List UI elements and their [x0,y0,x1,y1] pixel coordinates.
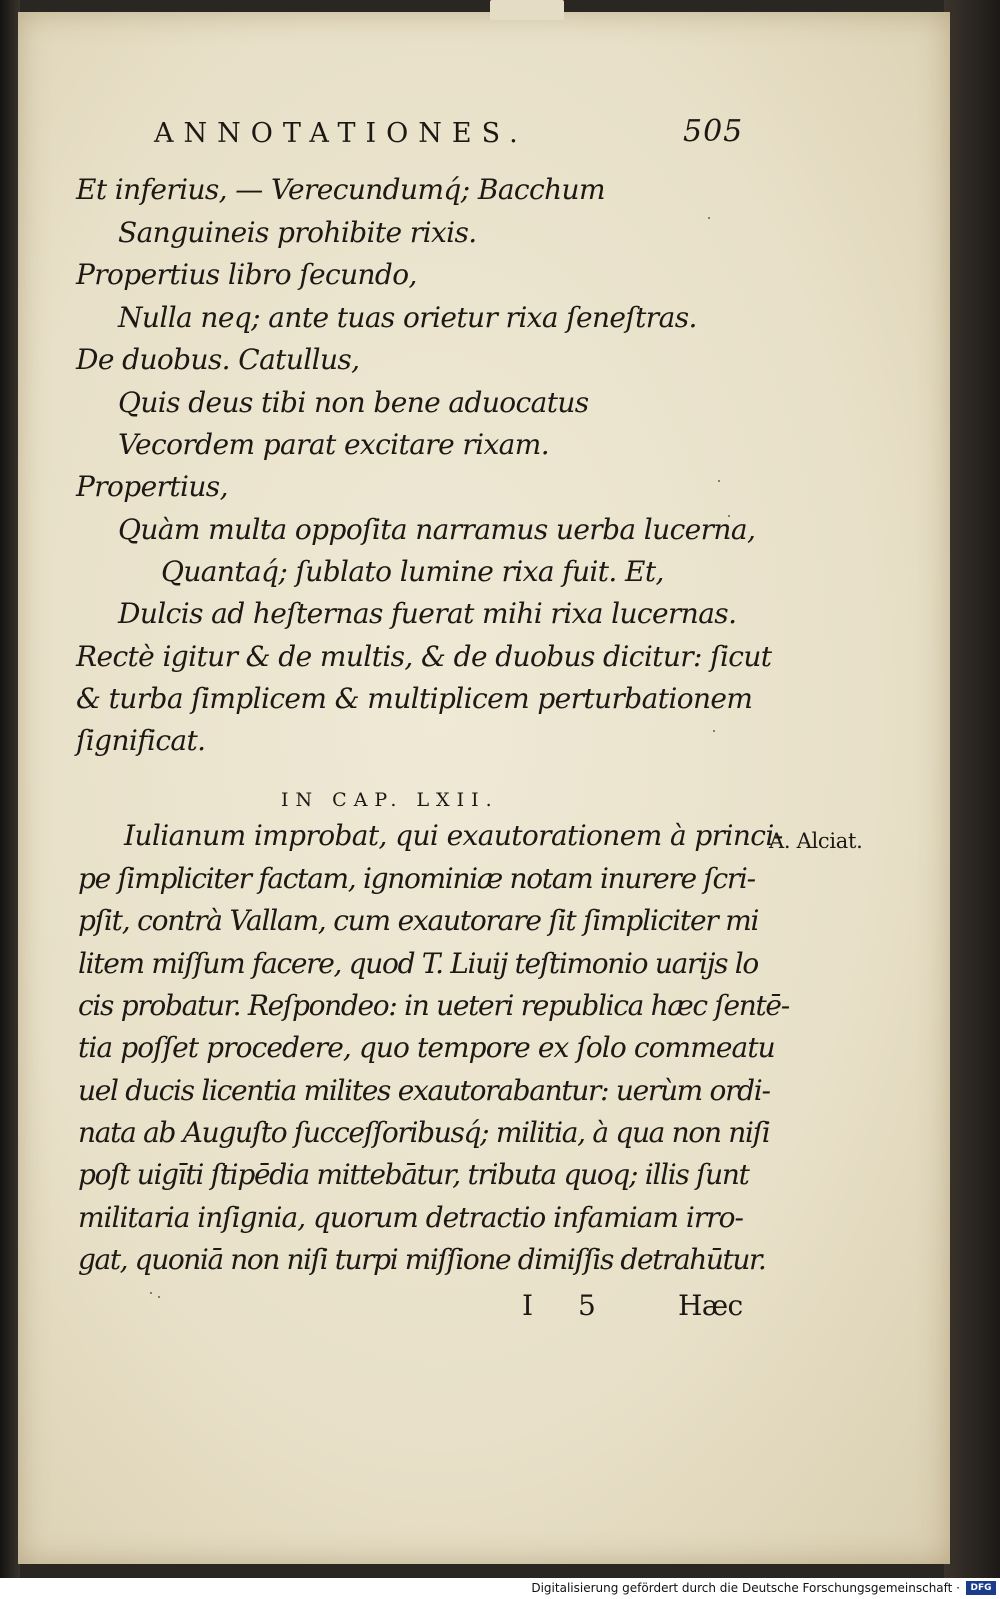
paragraph-line: pe ſimpliciter factam, ignominiæ notam inurere ſcri- [78,862,755,895]
text-line: Dulcis ad heſternas fuerat mihi rixa lucernas. [118,597,737,630]
paragraph-line: uel ducis licentia milites exautorabantur: uerùm ordi- [78,1074,770,1107]
paragraph-line: pſit, contrà Vallam, cum exautorare ſit ſimpliciter mi [78,904,759,937]
page-number: 505 [683,114,744,149]
paragraph-line: militaria inſignia, quorum detractio infamiam irro- [78,1201,743,1234]
section-heading: IN CAP. LXII. [281,789,499,811]
text-line: Et inferius, — Verecundumq́; Bacchum [76,173,605,206]
paragraph-line: poſt uigīti ſtipēdia mittebātur, tributa quoq; illis ſunt [78,1158,749,1191]
footer-credit: Digitalisierung gefördert durch die Deutsche Forschungsgemeinschaft · [531,1581,960,1595]
book-fore-edge [944,0,1000,1578]
text-line: Propertius libro ſecundo, [76,258,417,291]
text-line: Vecordem parat excitare rixam. [118,428,550,461]
paragraph-line: litem miſſum facere, quod T. Liuij teſtimonio uarijs lo [78,947,758,980]
text-line: Sanguineis prohibite rixis. [118,216,477,249]
paragraph-line: nata ab Auguſto ſucceſſoribusq́; militia, à qua non niſi [78,1116,770,1149]
text-line: Quàm multa oppoſita narramus uerba lucerna, [118,513,756,546]
page-tab [490,0,564,20]
paragraph-line: gat, quoniā non niſi turpi miſſione dimiſſis detrahūtur. [78,1243,766,1276]
signature-mark: I 5 [522,1289,614,1322]
marginal-note: A. Alciat. [769,829,863,853]
text-line: ſignificat. [76,724,206,757]
digitization-footer [0,1578,1000,1599]
paragraph-line: tia poſſet procedere, quo tempore ex ſolo commeatu [78,1031,775,1064]
text-line: & turba ſimplicem & multiplicem perturbationem [76,682,753,715]
paragraph-line: Iulianum improbat, qui exautorationem à princi- [124,819,783,852]
catchword: Hæc [678,1289,743,1322]
text-line: De duobus. Catullus, [76,343,360,376]
dfg-logo-icon: DFG [966,1581,996,1595]
running-head: ANNOTATIONES. [154,118,528,149]
text-line: Propertius, [76,470,228,503]
book-page [18,12,950,1564]
text-line: Nulla neq; ante tuas orietur rixa ſeneſtras. [118,301,697,334]
text-line: Quantaq́; ſublato lumine rixa fuit. Et, [161,555,664,588]
paragraph-line: cis probatur. Reſpondeo: in ueteri republica hæc ſentē- [78,989,789,1022]
text-line: Rectè igitur & de multis, & de duobus dicitur: ſicut [76,640,772,673]
text-line: Quis deus tibi non bene aduocatus [118,386,589,419]
book-spine-edge [0,0,20,1578]
